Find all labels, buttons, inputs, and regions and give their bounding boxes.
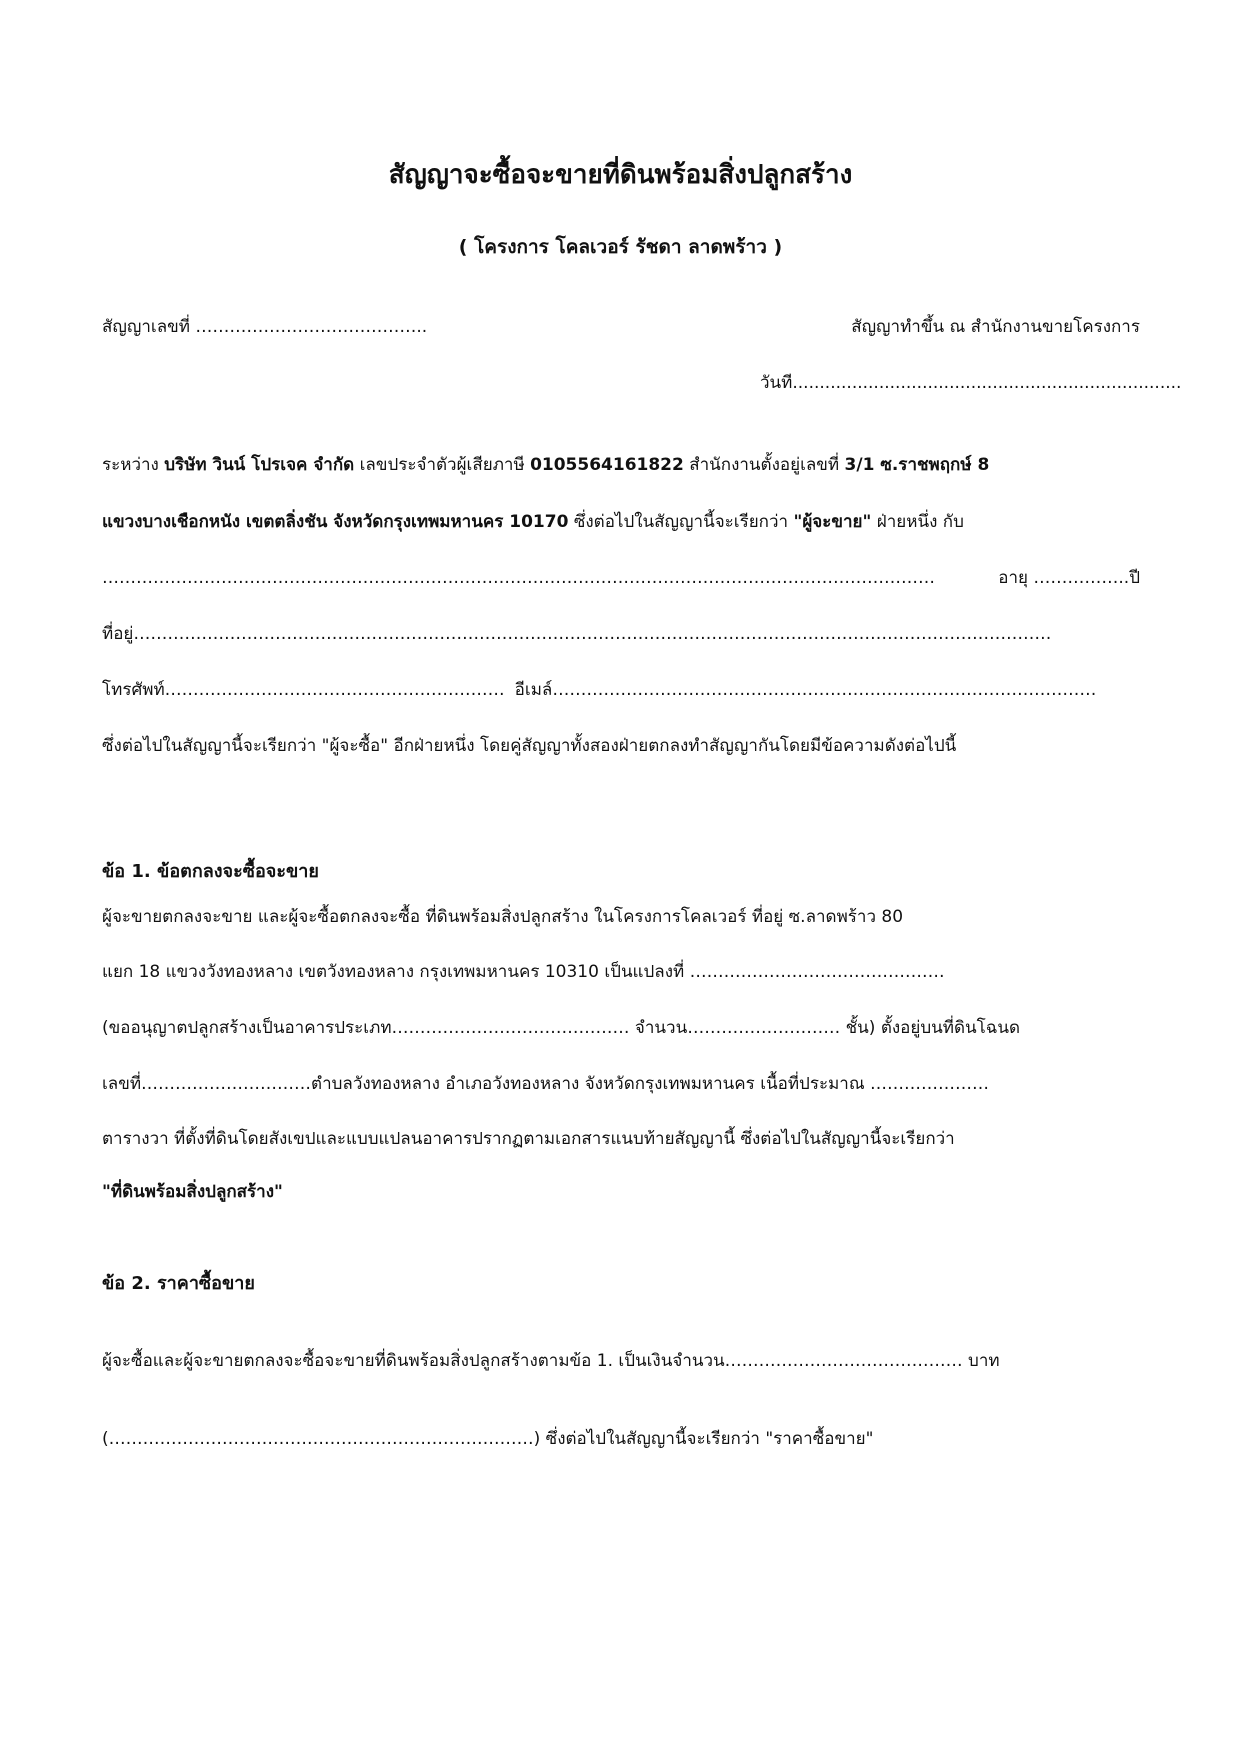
clause-1-line-2: แยก 18 แขวงวังทองหลาง เขตวังทองหลาง กรุงเทพมหานคร 10310 เป็นแปลงที่ ……………………………………… <box>102 962 945 982</box>
seller-address-2: แขวงบางเชือกหนัง เขตตลิ่งชัน จังหวัดกรุงเทพมหานคร 10170 <box>102 512 569 532</box>
seller-taxid: 0105564161822 <box>530 455 684 475</box>
buyer-age-unit: ปี <box>1129 568 1140 588</box>
clause-1-line-5: ตารางวา ที่ตั้งที่ดินโดยสังเขปและแบบแปลนอาคารปรากฏตามเอกสารแนบท้ายสัญญานี้ ซึ่งต่อไปในสัญญานี้จะเรียกว่า <box>102 1129 955 1149</box>
buyer-contact-row <box>102 678 1140 702</box>
clause-1-line-3: (ขออนุญาตปลูกสร้างเป็นอาคารประเภท…………………………………… จำนวน……………………… ชั้น) ตั้งอยู่บนที่ดินโฉนด <box>102 1018 1020 1038</box>
buyer-address-field[interactable]: ……………………………………………………………………………………………………………………………………………… <box>133 624 1052 644</box>
clause-2-heading: ข้อ 2. ราคาซื้อขาย <box>102 1273 255 1294</box>
buyer-name-field[interactable]: ………………………………………………………………………………………………………………………………… <box>102 568 935 588</box>
buyer-age-field[interactable]: อายุ …………….. <box>998 568 1130 588</box>
parties-line-1 <box>102 453 1140 477</box>
seller-address-1: 3/1 ซ.ราชพฤกษ์ 8 <box>844 455 990 475</box>
date-row <box>760 371 1182 395</box>
seller-company: บริษัท วินน์ โปรเจค จำกัด <box>164 455 355 475</box>
text-office-label: สำนักงานตั้งอยู่เลขที่ <box>683 455 845 475</box>
clause-1-line-6: "ที่ดินพร้อมสิ่งปลูกสร้าง" <box>102 1182 283 1202</box>
buyer-email-label: อีเมล์ <box>514 680 553 700</box>
clause-1-line-1: ผู้จะขายตกลงจะขาย และผู้จะซื้อตกลงจะซื้อ ที่ดินพร้อมสิ่งปลูกสร้าง ในโครงการโคลเวอร์ ที่อยู่ ซ.ลาดพร้าว 80 <box>102 907 904 927</box>
contract-number <box>102 315 427 339</box>
buyer-phone-field[interactable]: …………………………………………………… <box>164 680 505 700</box>
text-between: ระหว่าง <box>102 455 165 475</box>
contract-number-field[interactable]: ………………………………….. <box>195 317 428 337</box>
contract-made-at: สัญญาทำขึ้น ณ สำนักงานขายโครงการ <box>851 317 1140 337</box>
date-field[interactable]: ........................................................................ <box>792 373 1182 393</box>
clause-2-line-1: ผู้จะซื้อและผู้จะขายตกลงจะซื้อจะขายที่ดินพร้อมสิ่งปลูกสร้างตามข้อ 1. เป็นเงินจำนวน…………………………………… บาท <box>102 1351 1000 1371</box>
text-one-party: ฝ่ายหนึ่ง กับ <box>871 512 964 532</box>
text-hereinafter: ซึ่งต่อไปในสัญญานี้จะเรียกว่า <box>568 512 794 532</box>
clause-1-heading: ข้อ 1. ข้อตกลงจะซื้อจะขาย <box>102 861 319 882</box>
parties-line-6: ซึ่งต่อไปในสัญญานี้จะเรียกว่า "ผู้จะซื้อ" อีกฝ่ายหนึ่ง โดยคู่สัญญาทั้งสองฝ่ายตกลงทำสัญญากันโดยมีข้อความดังต่อไปนี้ <box>102 736 957 756</box>
contract-number-label: สัญญาเลขที่ <box>102 317 190 337</box>
contract-meta-row <box>102 315 1140 339</box>
document-subtitle: ( โครงการ โคลเวอร์ รัชดา ลาดพร้าว ) <box>458 236 783 258</box>
date-label: วันที <box>760 373 793 393</box>
buyer-address-row <box>102 622 1140 646</box>
buyer-phone-label: โทรศัพท์ <box>102 680 165 700</box>
buyer-address-label: ที่อยู่ <box>102 624 134 644</box>
seller-term: "ผู้จะขาย" <box>793 512 872 532</box>
text-taxid-label: เลขประจำตัวผู้เสียภาษี <box>354 455 531 475</box>
parties-line-2 <box>102 510 1140 534</box>
buyer-email-field[interactable]: …………………………………………………………………………………… <box>552 680 1097 700</box>
document-title: สัญญาจะซื้อจะขายที่ดินพร้อมสิ่งปลูกสร้าง <box>388 160 853 190</box>
clause-2-line-2: (…………………………………………………………………) ซึ่งต่อไปในสัญญานี้จะเรียกว่า "ราคาซื้อขาย" <box>102 1429 874 1449</box>
clause-1-line-4: เลขที่…………………………ตำบลวังทองหลาง อำเภอวังทองหลาง จังหวัดกรุงเทพมหานคร เนื้อที่ประมาณ ………………… <box>102 1074 990 1094</box>
buyer-name-row <box>102 566 1140 590</box>
